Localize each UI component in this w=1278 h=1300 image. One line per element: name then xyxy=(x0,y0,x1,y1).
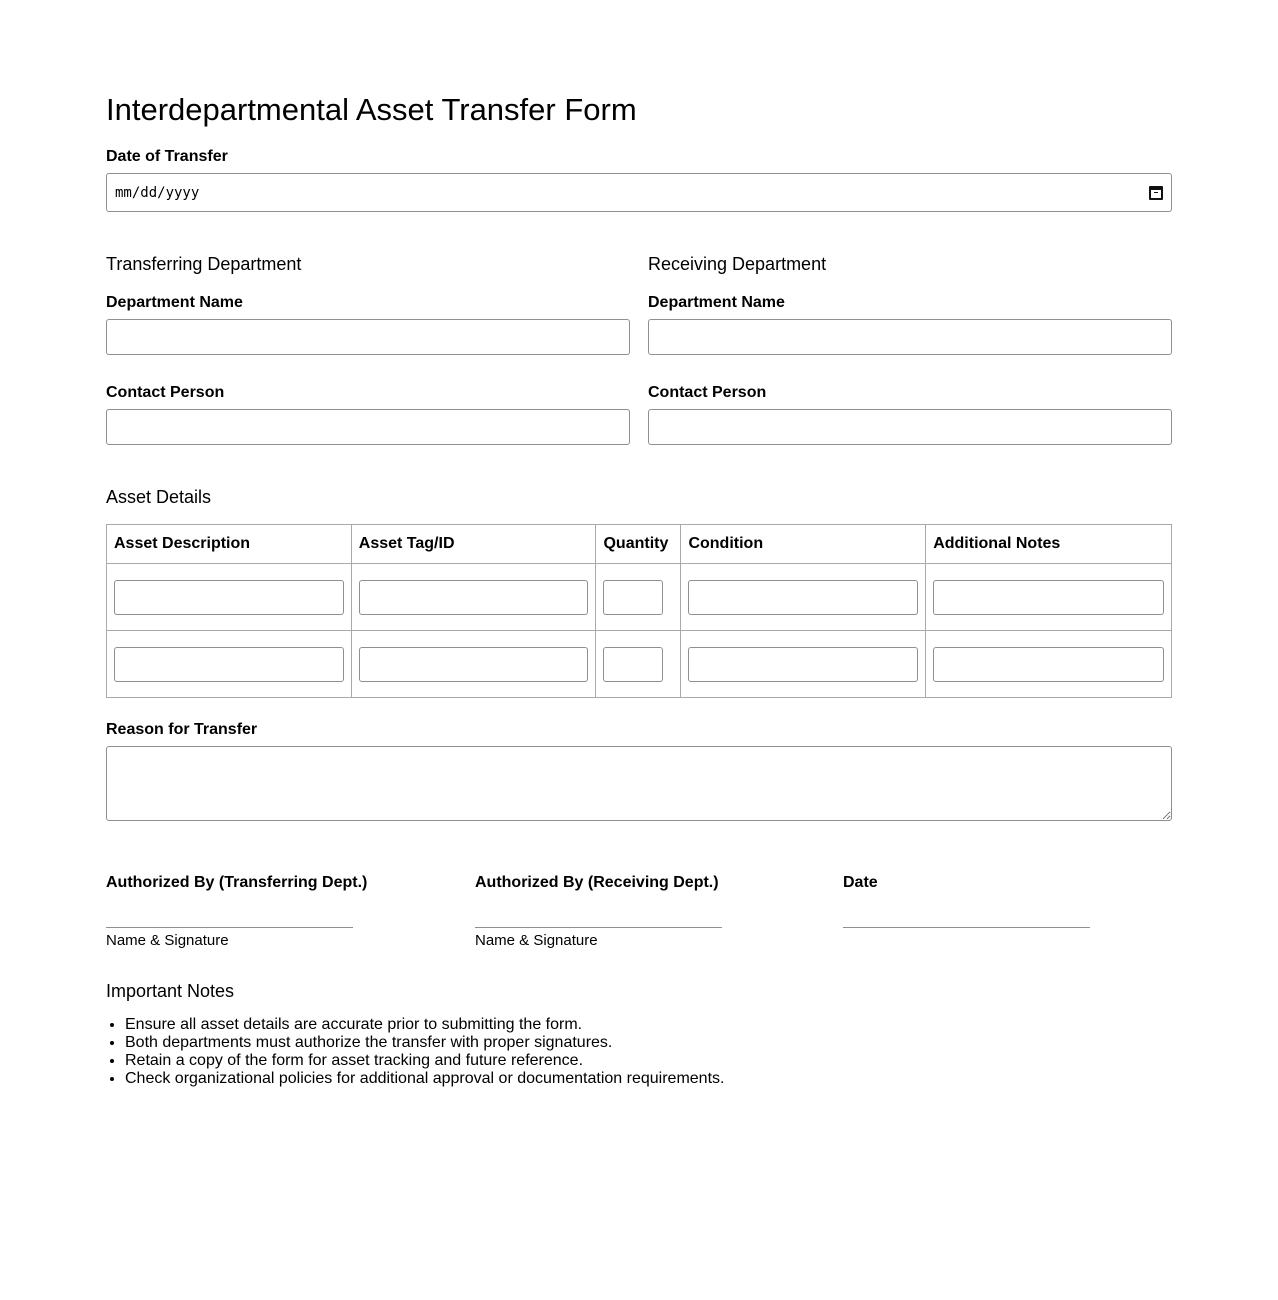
additional-notes-input[interactable] xyxy=(933,580,1164,615)
asset-details-table xyxy=(106,524,1172,698)
table-row xyxy=(107,631,1172,698)
reason-for-transfer-textarea[interactable] xyxy=(106,746,1172,821)
date-of-transfer-input[interactable] xyxy=(106,173,1172,212)
table-cell xyxy=(681,631,926,698)
asset-description-input[interactable] xyxy=(114,647,344,682)
page-title: Interdepartmental Asset Transfer Form xyxy=(106,92,637,127)
receiving-signature-caption: Name & Signature xyxy=(475,932,598,949)
transferring-contact-person-label: Contact Person xyxy=(106,384,225,401)
additional-notes-input[interactable] xyxy=(933,647,1164,682)
table-cell xyxy=(596,564,681,631)
receiving-contact-person-label: Contact Person xyxy=(648,384,767,401)
table-cell xyxy=(107,564,352,631)
calendar-icon[interactable] xyxy=(1149,186,1163,200)
quantity-input[interactable] xyxy=(603,580,663,615)
table-cell xyxy=(351,631,596,698)
condition-input[interactable] xyxy=(688,647,918,682)
list-item: • Retain a copy of the form for asset tracking and future reference. xyxy=(125,1052,724,1070)
important-notes-heading: Important Notes xyxy=(106,981,235,1001)
receiving-department-name-input[interactable] xyxy=(648,319,1172,355)
authorized-by-receiving-label: Authorized By (Receiving Dept.) xyxy=(475,874,719,891)
table-cell xyxy=(926,564,1172,631)
quantity-input[interactable] xyxy=(603,647,663,682)
table-cell xyxy=(107,631,352,698)
transferring-signature-line[interactable] xyxy=(106,927,353,928)
column-header-quantity: Quantity xyxy=(596,525,681,564)
date-placeholder: mm/dd/yyyy xyxy=(115,184,200,201)
receiving-contact-person-input[interactable] xyxy=(648,409,1172,445)
asset-description-input[interactable] xyxy=(114,580,344,615)
table-cell xyxy=(681,564,926,631)
column-header-asset-tag: Asset Tag/ID xyxy=(351,525,596,564)
reason-for-transfer-label: Reason for Transfer xyxy=(106,721,258,738)
table-cell xyxy=(351,564,596,631)
transferring-department-name-input[interactable] xyxy=(106,319,630,355)
list-item: • Check organizational policies for additional approval or documentation requirements. xyxy=(125,1070,724,1088)
list-item: • Both departments must authorize the transfer with proper signatures. xyxy=(125,1034,724,1052)
signature-date-line[interactable] xyxy=(843,927,1090,928)
asset-tag-input[interactable] xyxy=(359,580,589,615)
receiving-signature-line[interactable] xyxy=(475,927,722,928)
transferring-contact-person-input[interactable] xyxy=(106,409,630,445)
column-header-condition: Condition xyxy=(681,525,926,564)
transferring-department-name-label: Department Name xyxy=(106,294,243,311)
authorized-by-transferring-label: Authorized By (Transferring Dept.) xyxy=(106,874,368,891)
signature-date-label: Date xyxy=(843,874,878,891)
table-cell xyxy=(596,631,681,698)
table-header-row xyxy=(107,525,1172,564)
date-of-transfer-label: Date of Transfer xyxy=(106,148,228,165)
receiving-department-heading: Receiving Department xyxy=(648,254,827,274)
list-item: • Ensure all asset details are accurate prior to submitting the form. xyxy=(125,1016,724,1034)
column-header-additional-notes: Additional Notes xyxy=(926,525,1172,564)
important-notes-list xyxy=(106,1016,724,1088)
asset-tag-input[interactable] xyxy=(359,647,589,682)
table-cell xyxy=(926,631,1172,698)
table-row xyxy=(107,564,1172,631)
receiving-department-name-label: Department Name xyxy=(648,294,785,311)
column-header-asset-description: Asset Description xyxy=(107,525,352,564)
transferring-department-heading: Transferring Department xyxy=(106,254,302,274)
condition-input[interactable] xyxy=(688,580,918,615)
asset-details-heading: Asset Details xyxy=(106,487,212,507)
transferring-signature-caption: Name & Signature xyxy=(106,932,229,949)
